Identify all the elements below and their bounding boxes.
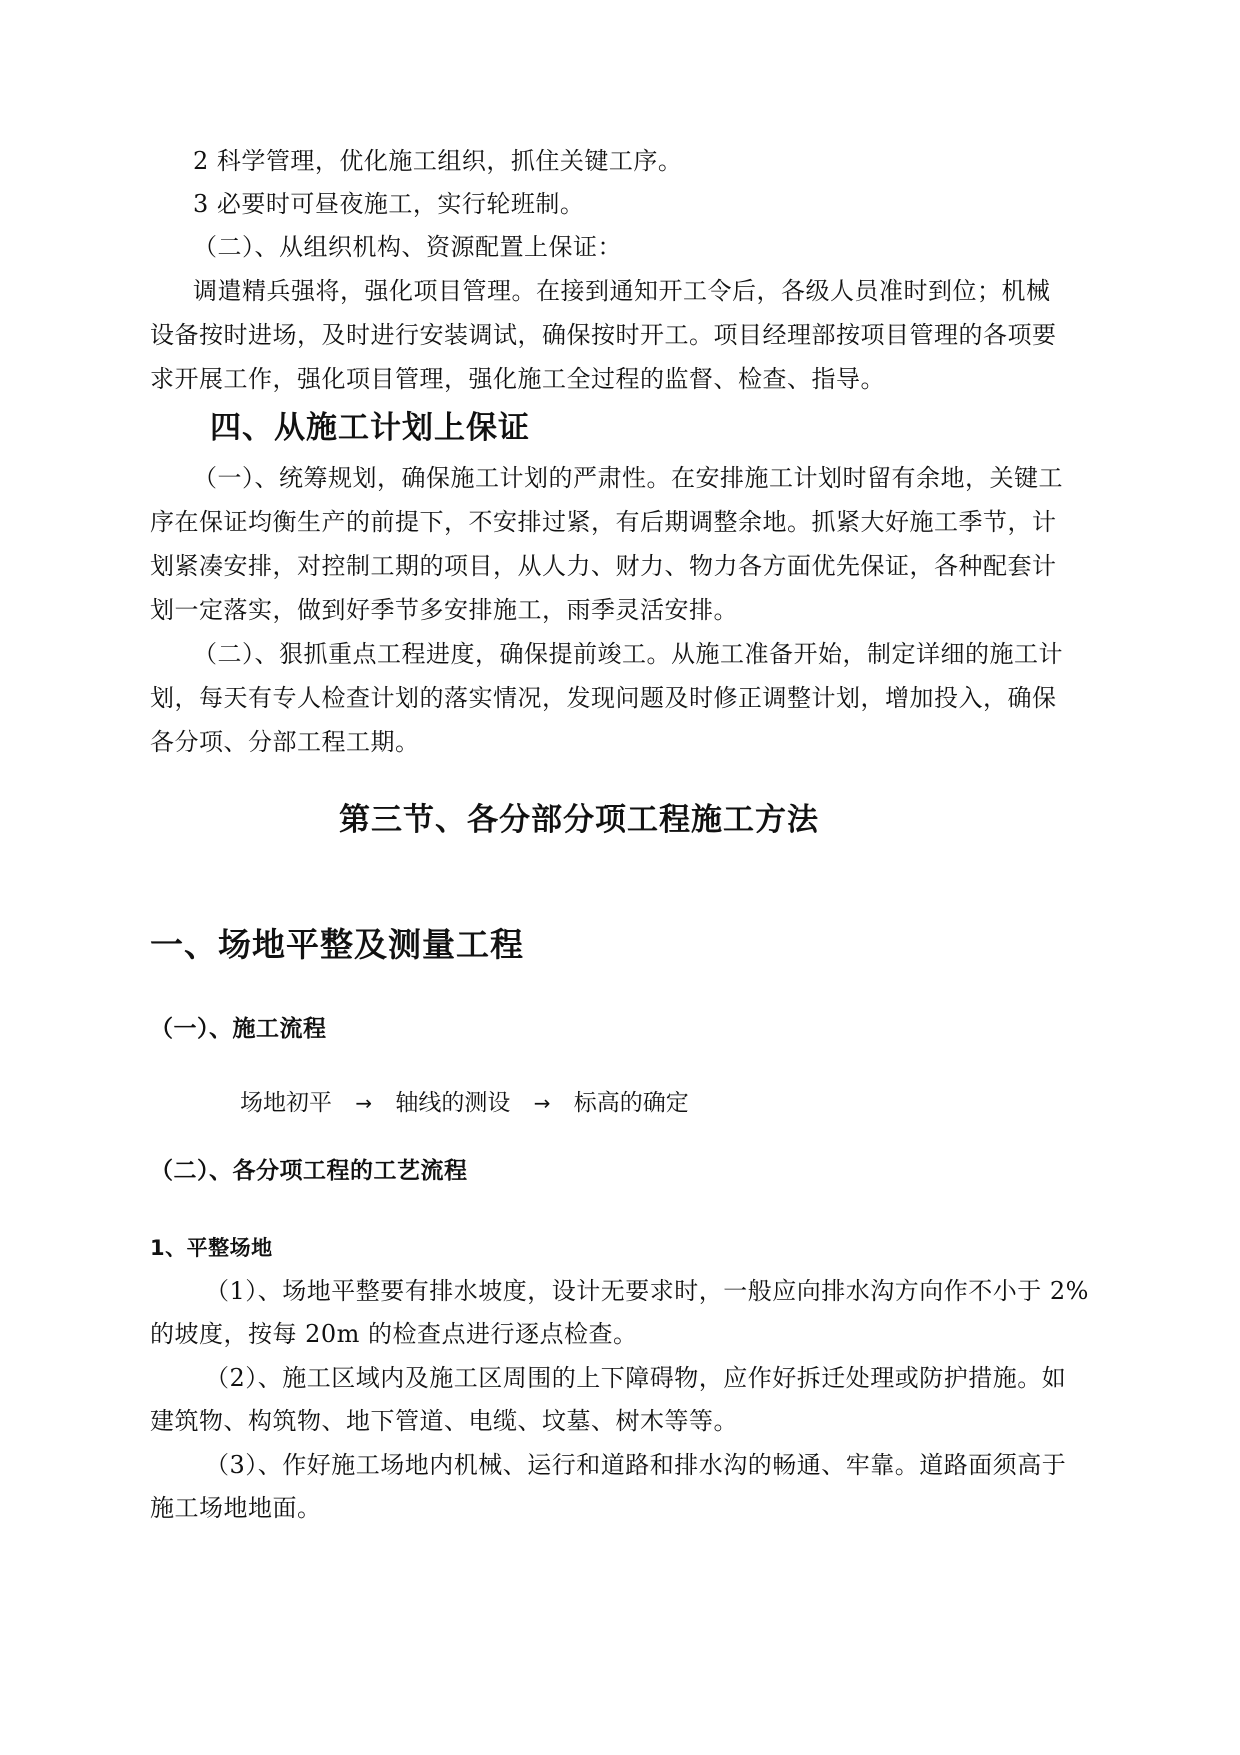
process-flow: [240, 1088, 689, 1118]
paragraph-line: 施工场地地面。: [150, 1494, 322, 1522]
chapter-heading: 第三节、各分部分项工程施工方法: [339, 802, 819, 838]
paragraph-line: （二）、狠抓重点工程进度，确保提前竣工。从施工准备开始，制定详细的施工计: [193, 640, 1063, 668]
paragraph-line: 划一定落实，做到好季节多安排施工，雨季灵活安排。: [150, 596, 738, 624]
paragraph-line: （3）、作好施工场地内机械、运行和道路和排水沟的畅通、牢靠。道路面须高于: [205, 1451, 1067, 1479]
arrow-right-icon: →: [533, 1091, 551, 1115]
paragraph-line: 调遣精兵强将，强化项目管理。在接到通知开工令后，各级人员准时到位；机械: [193, 277, 1051, 305]
paragraph-line: 求开展工作，强化项目管理，强化施工全过程的监督、检查、指导。: [150, 365, 885, 393]
subsection-title-org: （二）、从组织机构、资源配置上保证：: [193, 233, 622, 261]
flow-step-1: 场地初平: [240, 1090, 332, 1116]
subsection-title-flow: （一）、施工流程: [150, 1016, 327, 1042]
paragraph-line: 各分项、分部工程工期。: [150, 728, 420, 756]
paragraph-line: （一）、统筹规划，确保施工计划的严肃性。在安排施工计划时留有余地，关键工: [193, 464, 1063, 492]
subsection-title-process: （二）、各分项工程的工艺流程: [150, 1158, 468, 1184]
paragraph-line: 序在保证均衡生产的前提下，不安排过紧，有后期调整余地。抓紧大好施工季节，计: [150, 508, 1057, 536]
item-title-leveling: 1、平整场地: [150, 1236, 273, 1260]
paragraph-line: 设备按时进场，及时进行安装调试，确保按时开工。项目经理部按项目管理的各项要: [150, 321, 1057, 349]
arrow-right-icon: →: [355, 1091, 373, 1115]
paragraph-line: 建筑物、构筑物、地下管道、电缆、坟墓、树木等等。: [150, 1407, 738, 1435]
list-item-3: 3 必要时可昼夜施工，实行轮班制。: [193, 190, 585, 218]
flow-step-3: 标高的确定: [573, 1090, 689, 1116]
paragraph-line: （1）、场地平整要有排水坡度，设计无要求时，一般应向排水沟方向作不小于 2%: [205, 1277, 1089, 1305]
paragraph-line: （2）、施工区域内及施工区周围的上下障碍物，应作好拆迁处理或防护措施。如: [205, 1364, 1067, 1392]
list-item-2: 2 科学管理，优化施工组织，抓住关键工序。: [193, 147, 683, 175]
section-heading-four: 四、从施工计划上保证: [210, 410, 530, 446]
flow-step-2: 轴线的测设: [395, 1090, 511, 1116]
paragraph-line: 的坡度，按每 20m 的检查点进行逐点检查。: [150, 1320, 638, 1348]
paragraph-line: 划紧凑安排，对控制工期的项目，从人力、财力、物力各方面优先保证，各种配套计: [150, 552, 1057, 580]
part-heading-one: 一、场地平整及测量工程: [150, 925, 524, 964]
paragraph-line: 划，每天有专人检查计划的落实情况，发现问题及时修正调整计划，增加投入，确保: [150, 684, 1057, 712]
